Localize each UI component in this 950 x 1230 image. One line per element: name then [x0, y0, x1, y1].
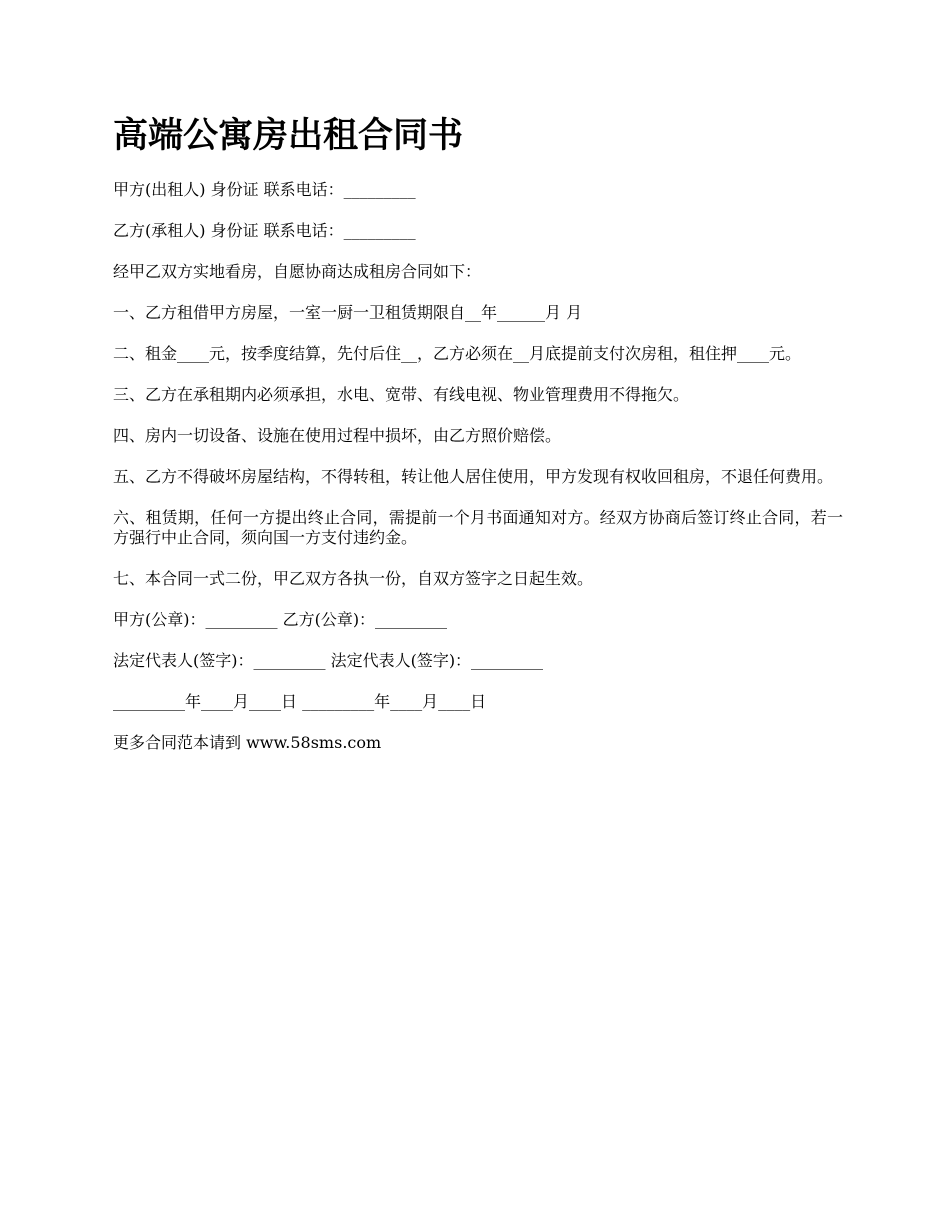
date-line: _________年____月____日 _________年____月____日: [113, 692, 487, 711]
footer-note: 更多合同范本请到 www.58sms.com: [113, 733, 382, 752]
clause-1: 一、乙方租借甲方房屋，一室一厨一卫租赁期限自__年______月 月: [113, 303, 583, 322]
party-b-info: 乙方(承租人) 身份证 联系电话：_________: [113, 221, 416, 240]
contract-preamble: 经甲乙双方实地看房，自愿协商达成租房合同如下：: [113, 262, 482, 281]
signature-line: 法定代表人(签字)：_________ 法定代表人(签字)：_________: [113, 651, 544, 670]
clause-3: 三、乙方在承租期内必须承担，水电、宽带、有线电视、物业管理费用不得拖欠。: [113, 385, 690, 404]
clause-5: 五、乙方不得破坏房屋结构，不得转租，转让他人居住使用，甲方发现有权收回租房，不退任何费用。: [113, 467, 834, 486]
party-a-info: 甲方(出租人) 身份证 联系电话：_________: [113, 180, 416, 199]
clause-6: 六、租赁期，任何一方提出终止合同，需提前一个月书面通知对方。经双方协商后签订终止合同，若一方强行中止合同，须向国一方支付违约金。: [113, 508, 843, 547]
clause-2: 二、租金____元，按季度结算，先付后住__，乙方必须在__月底提前支付次房租，租住押____元。: [113, 344, 802, 363]
seal-line: 甲方(公章)：_________ 乙方(公章)：_________: [113, 610, 448, 629]
clause-4: 四、房内一切设备、设施在使用过程中损坏，由乙方照价赔偿。: [113, 426, 562, 445]
clause-7: 七、本合同一式二份，甲乙双方各执一份，自双方签字之日起生效。: [113, 569, 594, 588]
document-title: 高端公寓房出租合同书: [113, 115, 464, 156]
contract-document: [113, 112, 843, 774]
